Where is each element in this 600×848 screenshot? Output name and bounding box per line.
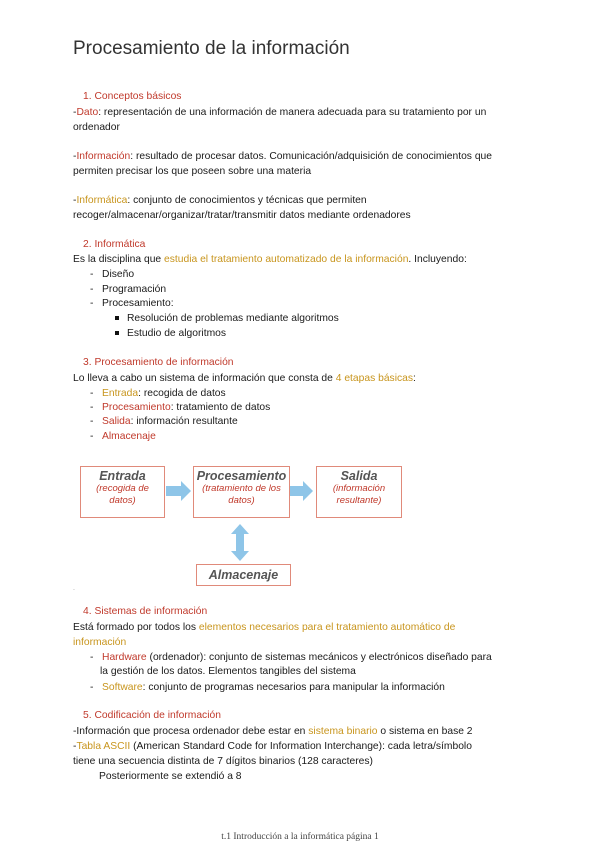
informatica-line-2: recoger/almacenar/organizar/tratar/transmitir datos mediante ordenadores [73, 210, 411, 221]
stage-item: - Entrada: recogida de datos [90, 388, 226, 399]
informacion-line-2: permiten precisar los que poseen sobre una materia [73, 166, 312, 177]
informatica-line-1: -Informática: conjunto de conocimientos y técnicas que permiten [73, 195, 367, 206]
stage-item: - Almacenaje [90, 431, 156, 442]
section-5-heading: 5. Codificación de información [83, 710, 221, 721]
arrow-right-icon [166, 481, 191, 501]
hardware-item-cont: la gestión de los datos. Elementos tangibles del sistema [100, 666, 356, 677]
sub-list-item: Resolución de problemas mediante algoritmos [115, 312, 339, 327]
section-5-line-1: -Información que procesa ordenador debe estar en sistema binario o sistema en base 2 [73, 726, 473, 737]
entrada-box: Entrada (recogida de datos) [80, 466, 165, 518]
dato-line-1: -Dato: representación de una información de manera adecuada para su tratamiento por un [73, 107, 487, 118]
section-5-line-2: -Tabla ASCII (American Standard Code for Information Interchange): cada letra/símbolo [73, 741, 472, 752]
section-5-line-4: Posteriormente se extendió a 8 [99, 771, 242, 782]
list-item: - Programación [90, 284, 167, 295]
section-3-intro: Lo lleva a cabo un sistema de información que consta de 4 etapas básicas: [73, 373, 416, 384]
list-item: - Diseño [90, 269, 135, 280]
section-2-heading: 2. Informática [83, 239, 146, 250]
section-1-heading: 1. Conceptos básicos [83, 91, 182, 102]
list-item: - Procesamiento: [90, 298, 174, 309]
salida-box: Salida (información resultante) [316, 466, 402, 518]
arrow-updown-icon [231, 524, 249, 561]
informacion-line-1: -Información: resultado de procesar datos. Comunicación/adquisición de conocimientos que [73, 151, 492, 162]
sub-list-item: Estudio de algoritmos [115, 327, 226, 342]
section-4-intro-cont: información [73, 637, 127, 648]
section-4-heading: 4. Sistemas de información [83, 606, 208, 617]
procesamiento-box: Procesamiento (tratamiento de los datos) [193, 466, 290, 518]
section-3-heading: 3. Procesamiento de información [83, 357, 234, 368]
stage-item: - Procesamiento: tratamiento de datos [90, 402, 271, 413]
page-title: Procesamiento de la información [73, 38, 350, 59]
dato-line-2: ordenador [73, 122, 120, 133]
arrow-right-icon [290, 481, 313, 501]
software-item: - Software: conjunto de programas necesarios para manipular la información [90, 682, 445, 693]
section-4-intro: Está formado por todos los elementos necesarios para el tratamiento automático de [73, 622, 456, 633]
hardware-item: - Hardware (ordenador): conjunto de sistemas mecánicos y electrónicos diseñado para [90, 652, 492, 663]
stage-item: - Salida: información resultante [90, 416, 238, 427]
page-footer: t.1 Introducción a la informática página 1 [221, 832, 379, 842]
almacenaje-box: Almacenaje [196, 564, 291, 586]
section-5-line-3: tiene una secuencia distinta de 7 dígitos binarios (128 caracteres) [73, 756, 373, 767]
section-2-intro: Es la disciplina que estudia el tratamiento automatizado de la información. Incluyendo: [73, 254, 467, 265]
